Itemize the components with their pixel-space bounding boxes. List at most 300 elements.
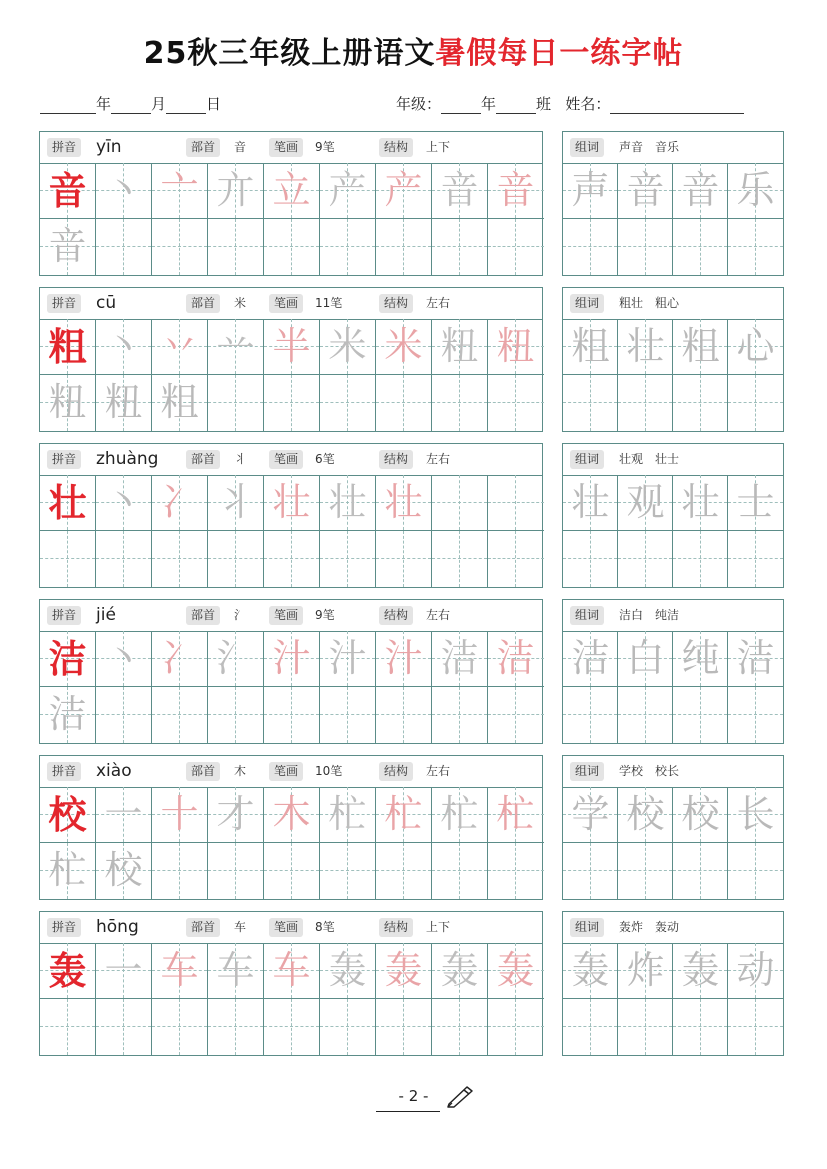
- grid-cell[interactable]: [96, 163, 152, 219]
- grid-cell[interactable]: [152, 375, 208, 431]
- grid-cell[interactable]: [152, 475, 208, 531]
- grid-cell[interactable]: [96, 843, 152, 899]
- grid-cell[interactable]: [728, 375, 783, 431]
- word-character: 观: [626, 480, 665, 524]
- grid-cell[interactable]: [96, 319, 152, 375]
- stroke-order-character: 一: [104, 792, 143, 836]
- structure-value: 左右: [426, 452, 451, 466]
- grade-year-label: 年: [481, 95, 497, 113]
- grid-cell[interactable]: [432, 219, 488, 275]
- grid-cell[interactable]: [264, 787, 320, 843]
- entry-block: [39, 911, 784, 1056]
- grid-cell[interactable]: [96, 999, 152, 1055]
- stroke-order-character: 洁: [496, 636, 535, 680]
- grid-cell[interactable]: [432, 943, 488, 999]
- structure-value: 上下: [426, 920, 451, 934]
- grid-cell[interactable]: [618, 843, 673, 899]
- word-character: 校: [681, 792, 720, 836]
- stroke-order-character: 粈: [496, 324, 535, 368]
- pen-icon: [445, 1084, 475, 1108]
- grid-cell[interactable]: [152, 631, 208, 687]
- grid-cell[interactable]: [728, 999, 783, 1055]
- grid-cell[interactable]: [673, 999, 728, 1055]
- stroke-order-character: 䒑: [216, 324, 255, 368]
- grid-cell[interactable]: [376, 787, 432, 843]
- grid-cell[interactable]: [618, 943, 673, 999]
- grid-cell[interactable]: [618, 163, 673, 219]
- radical-tag: 部首: [186, 606, 220, 625]
- grid-cell[interactable]: [432, 999, 488, 1055]
- grid-cell[interactable]: [40, 475, 96, 531]
- grid-cell[interactable]: [320, 631, 376, 687]
- guide-line: [235, 375, 236, 431]
- grid-cell[interactable]: [96, 219, 152, 275]
- structure-value: 左右: [426, 608, 451, 622]
- pinyin-tag: 拼音: [47, 918, 81, 937]
- grid-cell[interactable]: [152, 219, 208, 275]
- grid-cell[interactable]: [376, 943, 432, 999]
- guide-line: [179, 999, 180, 1055]
- entry-header: [40, 288, 542, 320]
- grid-cell[interactable]: [673, 163, 728, 219]
- grid-cell[interactable]: [376, 631, 432, 687]
- pinyin-tag: 拼音: [47, 606, 81, 625]
- guide-line: [123, 999, 124, 1055]
- guide-line: [459, 687, 460, 743]
- title-red: 暑假每日一练字帖: [435, 36, 684, 71]
- word-character: 音: [626, 168, 665, 212]
- grid-cell[interactable]: [40, 163, 96, 219]
- guide-line: [347, 219, 348, 275]
- word-character: 洁: [736, 636, 775, 680]
- grid-cell[interactable]: [563, 375, 618, 431]
- entry-header: [40, 912, 542, 944]
- word-character: 壮: [681, 480, 720, 524]
- grid-cell[interactable]: [320, 219, 376, 275]
- guide-line: [235, 999, 236, 1055]
- word-character: 粗: [571, 324, 610, 368]
- stroke-order-character: 壮: [272, 480, 311, 524]
- guide-line: [700, 687, 701, 743]
- grid-cell[interactable]: [40, 687, 96, 743]
- grid-cell[interactable]: [320, 475, 376, 531]
- guide-line: [291, 843, 292, 899]
- grid-cell[interactable]: [488, 999, 544, 1055]
- radical-value: 音: [234, 140, 247, 154]
- radical-tag: 部首: [186, 450, 220, 469]
- grid-cell[interactable]: [40, 319, 96, 375]
- guide-line: [590, 375, 591, 431]
- grid-cell[interactable]: [563, 531, 618, 587]
- stroke-order-character: 立: [272, 168, 311, 212]
- pinyin-value: yīn: [96, 137, 122, 157]
- grid-cell[interactable]: [618, 631, 673, 687]
- grid-cell[interactable]: [40, 787, 96, 843]
- grid-cell[interactable]: [488, 687, 544, 743]
- structure-tag: 结构: [379, 138, 413, 157]
- guide-line: [235, 843, 236, 899]
- grid-cell[interactable]: [208, 219, 264, 275]
- guide-line: [515, 219, 516, 275]
- guide-line: [123, 687, 124, 743]
- grid-cell[interactable]: [563, 999, 618, 1055]
- grid-cell[interactable]: [376, 843, 432, 899]
- guide-line: [515, 843, 516, 899]
- grid-cell[interactable]: [673, 843, 728, 899]
- grid-cell[interactable]: [376, 219, 432, 275]
- guide-line: [291, 687, 292, 743]
- guide-line: [700, 219, 701, 275]
- strokes-value: 9笔: [315, 608, 335, 622]
- grid-cell[interactable]: [96, 375, 152, 431]
- grid-cell[interactable]: [208, 787, 264, 843]
- grid-cell[interactable]: [488, 531, 544, 587]
- grid-cell[interactable]: [432, 843, 488, 899]
- stroke-order-character: 米: [328, 324, 367, 368]
- grid-cell[interactable]: [488, 787, 544, 843]
- entry-header: [40, 756, 542, 788]
- grid-cell[interactable]: [432, 531, 488, 587]
- guide-line: [755, 687, 756, 743]
- grid-cell[interactable]: [376, 999, 432, 1055]
- structure-tag: 结构: [379, 762, 413, 781]
- guide-line: [755, 219, 756, 275]
- words-panel: [562, 443, 784, 588]
- strokes-value: 8笔: [315, 920, 335, 934]
- trace-character: 洁: [48, 692, 87, 736]
- word-character: 炸: [626, 948, 665, 992]
- grid-cell[interactable]: [376, 319, 432, 375]
- radical-value: 车: [234, 920, 247, 934]
- word-character: 白: [626, 636, 665, 680]
- grid-cell[interactable]: [40, 999, 96, 1055]
- stroke-order-character: 车: [272, 948, 311, 992]
- stroke-order-character: 轰: [440, 948, 479, 992]
- stroke-order-character: 杧: [328, 792, 367, 836]
- strokes-value: 9笔: [315, 140, 335, 154]
- grid-cell[interactable]: [673, 219, 728, 275]
- main-character: 轰: [48, 948, 87, 993]
- grid-cell[interactable]: [96, 475, 152, 531]
- guide-line: [590, 219, 591, 275]
- grid-cell[interactable]: [40, 375, 96, 431]
- grid-cell[interactable]: [673, 375, 728, 431]
- grid-cell[interactable]: [432, 163, 488, 219]
- guide-line: [700, 843, 701, 899]
- grade-label: 年级：: [396, 95, 442, 113]
- class-blank[interactable]: [496, 97, 536, 114]
- grid-cell[interactable]: [152, 163, 208, 219]
- stroke-order-character: 氵: [216, 636, 255, 680]
- pinyin-value: cū: [96, 293, 117, 313]
- grid-cell[interactable]: [320, 943, 376, 999]
- grid-cell[interactable]: [264, 375, 320, 431]
- grid-cell[interactable]: [264, 687, 320, 743]
- grid-cell[interactable]: [563, 319, 618, 375]
- guide-line: [403, 375, 404, 431]
- stroke-order-character: 丶: [104, 324, 143, 368]
- grid-cell[interactable]: [673, 631, 728, 687]
- grid-cell[interactable]: [618, 531, 673, 587]
- guide-line: [488, 502, 544, 503]
- stroke-order-character: 车: [216, 948, 255, 992]
- grid-cell[interactable]: [152, 999, 208, 1055]
- grid-cell[interactable]: [432, 375, 488, 431]
- grid-cell[interactable]: [152, 843, 208, 899]
- guide-line: [291, 219, 292, 275]
- grid-cell[interactable]: [208, 943, 264, 999]
- grid-cell[interactable]: [208, 631, 264, 687]
- grid-cell[interactable]: [320, 787, 376, 843]
- words-header: [563, 912, 783, 944]
- strokes-tag: 笔画: [269, 918, 303, 937]
- grid-cell[interactable]: [618, 999, 673, 1055]
- main-character: 洁: [48, 636, 87, 681]
- year-blank[interactable]: [40, 97, 96, 114]
- grid-cell[interactable]: [376, 375, 432, 431]
- grid-cell[interactable]: [728, 687, 783, 743]
- grid-cell[interactable]: [96, 631, 152, 687]
- grid-cell[interactable]: [673, 687, 728, 743]
- words-tag: 组词: [570, 294, 604, 313]
- grid-cell[interactable]: [488, 943, 544, 999]
- word-character: 心: [736, 324, 775, 368]
- grid-cell[interactable]: [563, 687, 618, 743]
- grid-cell[interactable]: [264, 163, 320, 219]
- guide-line: [347, 531, 348, 587]
- grid-cell[interactable]: [673, 943, 728, 999]
- grid-cell[interactable]: [152, 787, 208, 843]
- main-character: 校: [48, 792, 87, 837]
- grid-cell[interactable]: [432, 687, 488, 743]
- stroke-order-character: 冫: [160, 636, 199, 680]
- guide-line: [179, 843, 180, 899]
- guide-line: [67, 531, 68, 587]
- grid-cell[interactable]: [208, 375, 264, 431]
- grid-cell[interactable]: [208, 319, 264, 375]
- stroke-order-character: 车: [160, 948, 199, 992]
- grid-cell[interactable]: [618, 219, 673, 275]
- day-blank[interactable]: [166, 97, 206, 114]
- grid-cell[interactable]: [432, 787, 488, 843]
- grid-cell[interactable]: [488, 163, 544, 219]
- grid-cell[interactable]: [152, 687, 208, 743]
- grid-cell[interactable]: [728, 319, 783, 375]
- grid-cell[interactable]: [208, 687, 264, 743]
- grid-cell[interactable]: [40, 631, 96, 687]
- stroke-order-character: 丷: [160, 324, 199, 368]
- name-blank[interactable]: [610, 97, 744, 114]
- grid-cell[interactable]: [488, 219, 544, 275]
- word-character: 学: [571, 792, 610, 836]
- name-label: 姓名：: [565, 95, 611, 113]
- grid-cell[interactable]: [40, 531, 96, 587]
- main-character: 壮: [48, 480, 87, 525]
- grid-cell[interactable]: [320, 375, 376, 431]
- grid-cell[interactable]: [488, 631, 544, 687]
- page-number: - 2 -: [398, 1087, 429, 1105]
- grid-cell[interactable]: [320, 843, 376, 899]
- guide-line: [459, 531, 460, 587]
- stroke-order-character: 轰: [328, 948, 367, 992]
- grade-year-blank[interactable]: [441, 97, 481, 114]
- stroke-order-character: 产: [384, 168, 423, 212]
- guide-line: [645, 999, 646, 1055]
- grid-cell[interactable]: [563, 843, 618, 899]
- grid-cell[interactable]: [376, 531, 432, 587]
- grid-cell[interactable]: [152, 943, 208, 999]
- entry-header: [40, 132, 542, 164]
- words-panel: [562, 131, 784, 276]
- grid-cell[interactable]: [208, 843, 264, 899]
- grid-cell[interactable]: [728, 219, 783, 275]
- grid-cell[interactable]: [563, 943, 618, 999]
- grid-cell[interactable]: [673, 475, 728, 531]
- guide-line: [515, 687, 516, 743]
- grid-cell[interactable]: [432, 475, 488, 531]
- grid-cell[interactable]: [673, 531, 728, 587]
- pinyin-tag: 拼音: [47, 762, 81, 781]
- grid-cell[interactable]: [320, 163, 376, 219]
- word-character: 乐: [736, 168, 775, 212]
- stroke-order-character: 一: [104, 948, 143, 992]
- practice-panel: [39, 599, 543, 744]
- structure-tag: 结构: [379, 294, 413, 313]
- grid-cell[interactable]: [264, 475, 320, 531]
- grid-cell[interactable]: [320, 687, 376, 743]
- stroke-order-character: 壮: [328, 480, 367, 524]
- radical-value: 木: [234, 764, 247, 778]
- grid-cell[interactable]: [208, 999, 264, 1055]
- words-value: 轰炸 轰动: [619, 920, 680, 934]
- grid-cell[interactable]: [96, 687, 152, 743]
- entry-block: [39, 755, 784, 900]
- grid-cell[interactable]: [96, 943, 152, 999]
- radical-value: 丬: [234, 452, 247, 466]
- structure-tag: 结构: [379, 918, 413, 937]
- grid-cell[interactable]: [152, 319, 208, 375]
- grid-cell[interactable]: [618, 475, 673, 531]
- word-character: 士: [736, 480, 775, 524]
- grid-cell[interactable]: [618, 787, 673, 843]
- grid-cell[interactable]: [488, 319, 544, 375]
- stroke-order-character: 十: [160, 792, 199, 836]
- grid-cell[interactable]: [728, 163, 783, 219]
- grid-cell[interactable]: [563, 631, 618, 687]
- trace-character: 粗: [160, 380, 199, 424]
- grid-cell[interactable]: [728, 943, 783, 999]
- stroke-order-character: 杧: [496, 792, 535, 836]
- grid-cell[interactable]: [264, 943, 320, 999]
- grid-cell[interactable]: [264, 319, 320, 375]
- stroke-order-character: 杧: [384, 792, 423, 836]
- radical-tag: 部首: [186, 762, 220, 781]
- grid-cell[interactable]: [432, 631, 488, 687]
- guide-line: [347, 687, 348, 743]
- grid-cell[interactable]: [563, 163, 618, 219]
- grid-cell[interactable]: [618, 319, 673, 375]
- words-tag: 组词: [570, 138, 604, 157]
- words-tag: 组词: [570, 762, 604, 781]
- words-header: [563, 600, 783, 632]
- grid-cell[interactable]: [320, 319, 376, 375]
- grid-cell[interactable]: [488, 475, 544, 531]
- grid-cell[interactable]: [264, 631, 320, 687]
- grid-cell[interactable]: [40, 843, 96, 899]
- stroke-order-character: 轰: [496, 948, 535, 992]
- grid-cell[interactable]: [432, 319, 488, 375]
- stroke-order-character: 洁: [440, 636, 479, 680]
- grid-cell[interactable]: [320, 531, 376, 587]
- word-character: 洁: [571, 636, 610, 680]
- guide-line: [488, 1026, 544, 1027]
- grid-cell[interactable]: [728, 475, 783, 531]
- grid-cell[interactable]: [618, 687, 673, 743]
- grid-cell[interactable]: [376, 475, 432, 531]
- grid-cell[interactable]: [488, 843, 544, 899]
- grid-cell[interactable]: [728, 843, 783, 899]
- word-character: 轰: [571, 948, 610, 992]
- grid-cell[interactable]: [728, 531, 783, 587]
- grid-cell[interactable]: [40, 219, 96, 275]
- grid-cell[interactable]: [264, 531, 320, 587]
- title-black: 25秋三年级上册语文: [143, 36, 436, 71]
- grid-cell[interactable]: [618, 375, 673, 431]
- pinyin-tag: 拼音: [47, 294, 81, 313]
- pinyin-tag: 拼音: [47, 450, 81, 469]
- grid-cell[interactable]: [673, 787, 728, 843]
- guide-line: [488, 714, 544, 715]
- stroke-order-character: 汁: [384, 636, 423, 680]
- guide-line: [123, 531, 124, 587]
- grid-cell[interactable]: [320, 999, 376, 1055]
- guide-line: [459, 375, 460, 431]
- guide-line: [459, 843, 460, 899]
- grid-cell[interactable]: [728, 631, 783, 687]
- guide-line: [590, 999, 591, 1055]
- grid-cell[interactable]: [40, 943, 96, 999]
- pinyin-value: hōng: [96, 917, 139, 937]
- guide-line: [403, 531, 404, 587]
- grid-cell[interactable]: [673, 319, 728, 375]
- grid-cell[interactable]: [563, 219, 618, 275]
- grid-cell[interactable]: [728, 787, 783, 843]
- word-character: 校: [626, 792, 665, 836]
- grid-cell[interactable]: [376, 163, 432, 219]
- guide-line: [403, 999, 404, 1055]
- grid-cell[interactable]: [208, 163, 264, 219]
- grid-cell[interactable]: [96, 787, 152, 843]
- grid-cell[interactable]: [264, 219, 320, 275]
- practice-panel: [39, 911, 543, 1056]
- grid-cell[interactable]: [208, 475, 264, 531]
- month-blank[interactable]: [111, 97, 151, 114]
- grid-cell[interactable]: [264, 999, 320, 1055]
- grid-cell[interactable]: [264, 843, 320, 899]
- guide-line: [347, 375, 348, 431]
- grid-cell[interactable]: [152, 531, 208, 587]
- grid-cell[interactable]: [208, 531, 264, 587]
- grid-cell[interactable]: [488, 375, 544, 431]
- grid-cell[interactable]: [96, 531, 152, 587]
- grid-cell[interactable]: [376, 687, 432, 743]
- structure-tag: 结构: [379, 606, 413, 625]
- grid-cell[interactable]: [563, 475, 618, 531]
- structure-value: 左右: [426, 296, 451, 310]
- grid-cell[interactable]: [563, 787, 618, 843]
- stroke-order-character: 米: [384, 324, 423, 368]
- entry-block: [39, 443, 784, 588]
